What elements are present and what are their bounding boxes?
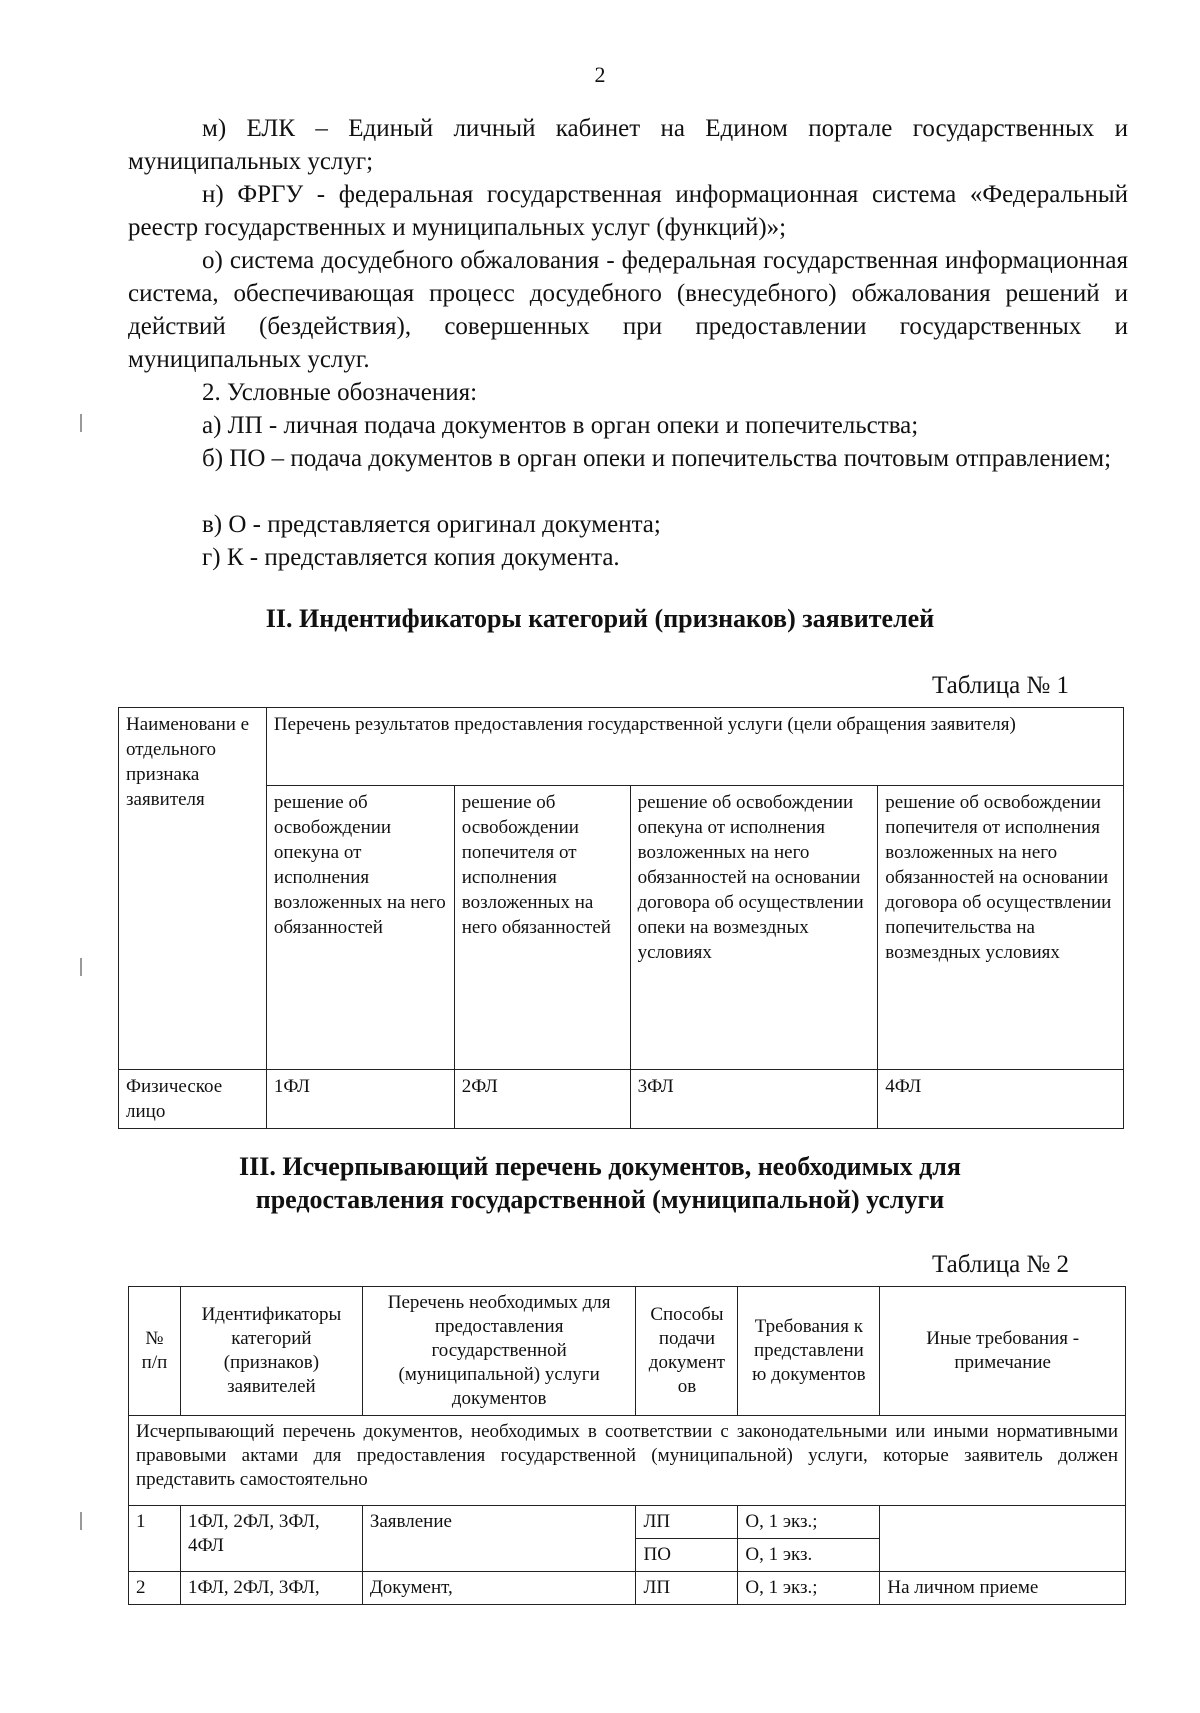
table-2-header-docs: Перечень необходимых для предоставления государственной (муниципальной) услуги документов xyxy=(362,1287,636,1416)
table-1-header-feature: Наименовани е отдельного признака заявителя xyxy=(119,708,267,1070)
legend-item-o: в) О - представляется оригинал документа; xyxy=(202,511,661,538)
table-1-cell: 4ФЛ xyxy=(878,1070,1124,1129)
table-2-row-2-note: На личном приеме xyxy=(880,1572,1126,1605)
table-2-row-1-num: 1 xyxy=(129,1506,181,1572)
table-2-row-1-req: О, 1 экз.; xyxy=(738,1506,880,1539)
table-1-subheader: решение об освобождении опекуна от исполнения возложенных на него обязанностей на основании договора об осуществлении опеки на возмездных условиях xyxy=(630,786,878,1070)
table-1-cell: 2ФЛ xyxy=(454,1070,630,1129)
scan-margin-mark xyxy=(80,958,82,976)
legend-item-po: б) ПО – подача документов в орган опеки и попечительства почтовым отправлением; xyxy=(202,445,1112,472)
table-2-row-1-way: ЛП xyxy=(636,1506,738,1539)
table-2-span-row: Исчерпывающий перечень документов, необходимых в соответствии с законодательными или иными нормативными правовыми актами для предоставления государственной (муниципальной) услуги, которые заявитель должен представить самостоятельно xyxy=(129,1416,1126,1506)
table-1-cell: 3ФЛ xyxy=(630,1070,878,1129)
table-2-header-other: Иные требования - примечание xyxy=(880,1287,1126,1416)
table-1-header-results: Перечень результатов предоставления государственной услуги (цели обращения заявителя) xyxy=(266,708,1123,786)
table-2-header-num: № п/п xyxy=(129,1287,181,1416)
table-2-row-2-num: 2 xyxy=(129,1572,181,1605)
table-2-row-2-req: О, 1 экз.; xyxy=(738,1572,880,1605)
section-3-title-line-1: III. Исчерпывающий перечень документов, необходимых для xyxy=(239,1152,961,1181)
table-2-row-1-way: ПО xyxy=(636,1539,738,1572)
table-2-caption: Таблица № 2 xyxy=(932,1251,1070,1278)
page-number: 2 xyxy=(594,62,606,87)
table-2-row-1-req: О, 1 экз. xyxy=(738,1539,880,1572)
table-1 xyxy=(118,707,1124,1129)
table-2-header-ways: Способы подачи документ ов xyxy=(636,1287,738,1416)
table-1-subheader: решение об освобождении попечителя от исполнения возложенных на него обязанностей xyxy=(454,786,630,1070)
table-1-row-label: Физическое лицо xyxy=(119,1070,267,1129)
table-2-row-2-doc: Документ, xyxy=(362,1572,636,1605)
definition-n: н) ФРГУ - федеральная государственная информационная система «Федеральный реестр государственных и муниципальных услуг (функций)»; xyxy=(128,181,1128,241)
definition-m: м) ЕЛК – Единый личный кабинет на Едином портале государственных и муниципальных услуг; xyxy=(128,115,1128,175)
section-3-title-line-2: предоставления государственной (муниципальной) услуги xyxy=(255,1185,945,1214)
table-1-subheader: решение об освобождении опекуна от исполнения возложенных на него обязанностей xyxy=(266,786,454,1070)
table-2-header-ids: Идентификаторы категорий (признаков) заявителей xyxy=(180,1287,362,1416)
table-1-cell: 1ФЛ xyxy=(266,1070,454,1129)
legend-item-lp: а) ЛП - личная подача документов в орган опеки и попечительства; xyxy=(202,412,919,439)
table-2-header-reqs: Требования к представлени ю документов xyxy=(738,1287,880,1416)
table-1-caption: Таблица № 1 xyxy=(932,672,1070,699)
table-2-row-1-note xyxy=(880,1506,1126,1572)
table-1-subheader: решение об освобождении попечителя от исполнения возложенных на него обязанностей на основании договора об осуществлении попечительства на возмездных условиях xyxy=(878,786,1124,1070)
table-2-row-1-doc: Заявление xyxy=(362,1506,636,1572)
table-2 xyxy=(128,1286,1126,1605)
table-2-row-2-way: ЛП xyxy=(636,1572,738,1605)
scan-margin-mark xyxy=(80,1512,82,1530)
legend-item-k: г) К - представляется копия документа. xyxy=(202,544,620,571)
section-2-title: II. Индентификаторы категорий (признаков) заявителей xyxy=(265,604,935,633)
table-2-row-2-ids: 1ФЛ, 2ФЛ, 3ФЛ, xyxy=(180,1572,362,1605)
table-2-row-1-ids: 1ФЛ, 2ФЛ, 3ФЛ, 4ФЛ xyxy=(180,1506,362,1572)
legend-heading: 2. Условные обозначения: xyxy=(202,379,478,406)
definition-o: о) система досудебного обжалования - федеральная государственная информационная система, обеспечивающая процесс досудебного (внесудебного) обжалования решений и действий (бездействия), совершенных при предоставлении государственных и муниципальных услуг. xyxy=(128,247,1128,373)
scan-margin-mark xyxy=(80,414,82,432)
